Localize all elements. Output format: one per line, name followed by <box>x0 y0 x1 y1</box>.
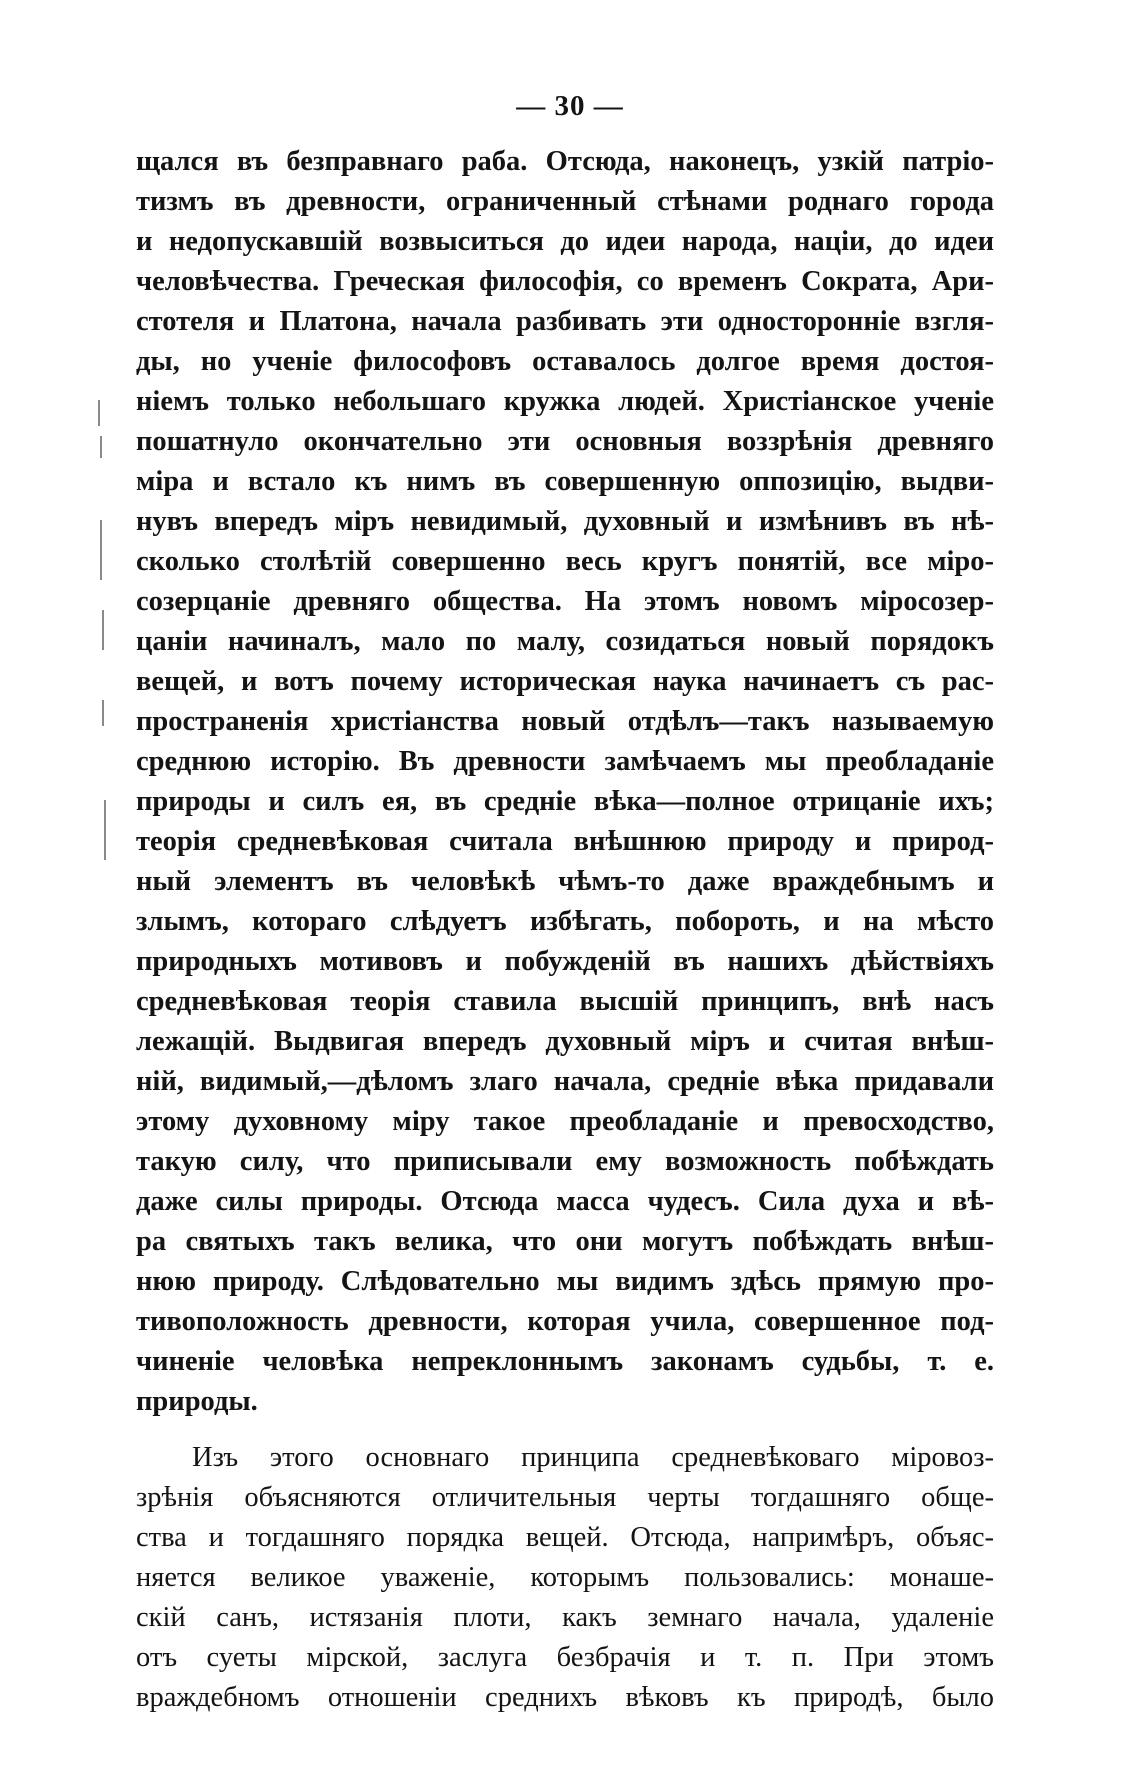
paragraph-1 <box>136 142 994 1422</box>
text-line: такую силу, что приписывали ему возможность побѣждать <box>136 1146 994 1177</box>
margin-mark <box>100 520 102 580</box>
text-line: сколько столѣтій совершенно весь кругъ понятій, все міро- <box>136 546 994 577</box>
text-line: ный элементъ въ человѣкѣ чѣмъ-то даже враждебнымъ и <box>136 866 994 897</box>
text-body <box>136 142 994 1718</box>
margin-pencil-marks <box>96 400 116 960</box>
text-line: ніемъ только небольшаго кружка людей. Христіанское ученіе <box>136 386 994 417</box>
margin-mark <box>100 436 102 458</box>
text-line: созерцаніе древняго общества. На этомъ новомъ міросозер- <box>136 586 994 617</box>
margin-mark <box>102 700 104 726</box>
text-line: отъ суеты мірской, заслуга безбрачія и т. п. При этомъ <box>136 1642 994 1673</box>
text-line: міра и встало къ нимъ въ совершенную оппозицію, выдви- <box>136 466 994 497</box>
text-line: среднюю исторію. Въ древности замѣчаемъ мы преобладаніе <box>136 746 994 777</box>
text-line: Изъ этого основнаго принципа средневѣковаго міровоз- <box>192 1442 994 1473</box>
margin-mark <box>104 800 106 860</box>
text-line: пространенія христіанства новый отдѣлъ—такъ называемую <box>136 706 994 737</box>
text-line: ній, видимый,—дѣломъ злаго начала, средніе вѣка придавали <box>136 1066 994 1097</box>
text-line: ды, но ученіе философовъ оставалось долгое время достоя- <box>136 346 994 377</box>
text-line: злымъ, котораго слѣдуетъ избѣгать, побороть, и на мѣсто <box>136 906 994 937</box>
text-line: тивоположность древности, которая учила, совершенное под- <box>136 1306 994 1337</box>
text-line: средневѣковая теорія ставила высшій принципъ, внѣ насъ <box>136 986 994 1017</box>
text-line: и недопускавшій возвыситься до идеи народа, націи, до идеи <box>136 226 994 257</box>
text-line: вещей, и вотъ почему историческая наука начинаетъ съ рас- <box>136 666 994 697</box>
text-line: няется великое уваженіе, которымъ пользовались: монаше- <box>136 1562 994 1593</box>
text-line: ства и тогдашняго порядка вещей. Отсюда, напримѣръ, объяс- <box>136 1522 994 1553</box>
text-line: природы. <box>136 1386 258 1417</box>
text-line: ра святыхъ такъ велика, что они могутъ побѣждать внѣш- <box>136 1226 994 1257</box>
text-line: человѣчества. Греческая философія, со временъ Сократа, Ари- <box>136 266 994 297</box>
text-line: скій санъ, истязанія плоти, какъ земнаго начала, удаленіе <box>136 1602 994 1633</box>
margin-mark <box>98 400 100 426</box>
text-line: чиненіе человѣка непреклоннымъ законамъ судьбы, т. е. <box>136 1346 994 1377</box>
text-line: теорія средневѣковая считала внѣшнюю природу и природ- <box>136 826 994 857</box>
text-line: стотеля и Платона, начала разбивать эти односторонніе взгля- <box>136 306 994 337</box>
text-line: нувъ впередъ міръ невидимый, духовный и измѣнивъ въ нѣ- <box>136 506 994 537</box>
text-line: тизмъ въ древности, ограниченный стѣнами роднаго города <box>136 186 994 217</box>
text-line: этому духовному міру такое преобладаніе и превосходство, <box>136 1106 994 1137</box>
page-number: — 30 — <box>516 90 624 122</box>
text-line: пошатнуло окончательно эти основныя воззрѣнія древняго <box>136 426 994 457</box>
text-line: щался въ безправнаго раба. Отсюда, наконецъ, узкій патріо- <box>136 146 994 177</box>
margin-mark <box>102 610 104 650</box>
text-line: цаніи начиналъ, мало по малу, созидаться новый порядокъ <box>136 626 994 657</box>
text-line: природныхъ мотивовъ и побужденій въ нашихъ дѣйствіяхъ <box>136 946 994 977</box>
text-line: враждебномъ отношеніи среднихъ вѣковъ къ природѣ, было <box>136 1682 994 1713</box>
text-line: нюю природу. Слѣдовательно мы видимъ здѣсь прямую про- <box>136 1266 994 1297</box>
text-line: зрѣнія объясняются отличительныя черты тогдашняго обще- <box>136 1482 994 1513</box>
text-line: природы и силъ ея, въ средніе вѣка—полное отрицаніе ихъ; <box>136 786 994 817</box>
text-line: даже силы природы. Отсюда масса чудесъ. Сила духа и вѣ- <box>136 1186 994 1217</box>
text-line: лежащій. Выдвигая впередъ духовный міръ и считая внѣш- <box>136 1026 994 1057</box>
paragraph-2 <box>136 1438 994 1718</box>
